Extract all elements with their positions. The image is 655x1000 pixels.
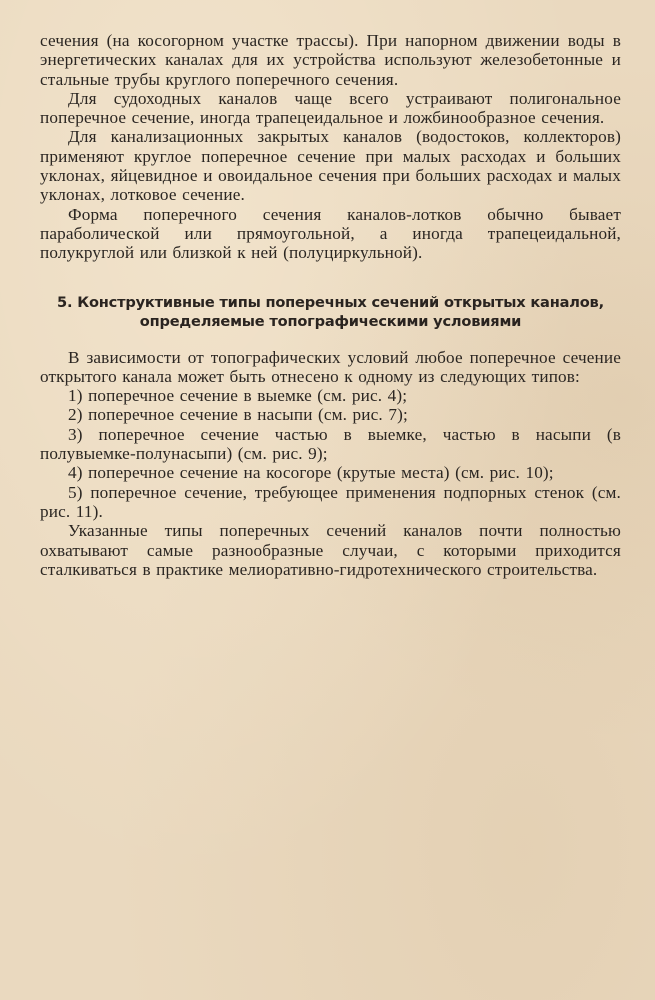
list-item: 4) поперечное сечение на косогоре (крутые места) (см. рис. 10); (68, 463, 554, 483)
section-heading (40, 293, 621, 331)
list-item: 3) поперечное сечение частью в выемке, частью в насыпи (в полувыемке-полунасыпи) (см. рис. 9); (40, 424, 621, 464)
paragraph-continuation: сечения (на косогорном участке трассы). При напорном движении воды в энергетических каналах для их устройства используют железобетонные и стальные трубы круглого поперечного сечения. (40, 31, 621, 89)
section-heading-line-2: определяемые топографическими условиями (139, 312, 522, 330)
paragraph-intro: В зависимости от топографических условий любое поперечное сечение открытого канала может быть отнесено к одному из следующих типов: (40, 347, 621, 386)
section-heading-line-1: 5. Конструктивные типы поперечных сечений открытых каналов, (57, 293, 604, 311)
paragraph-navigable-canals: Для судоходных каналов чаще всего устраивают полигональное поперечное сечение, иногда трапецеидальное и ложбинообразное сечения. (40, 88, 621, 128)
list-item: 5) поперечное сечение, требующее применения подпорных стенок (см. рис. 11). (40, 482, 621, 521)
body-text (40, 31, 621, 579)
list-item: 2) поперечное сечение в насыпи (см. рис. 7); (68, 405, 408, 425)
paragraph-sewer-canals: Для канализационных закрытых каналов (водостоков, коллекторов) применяют круглое поперечное сечение при малых расходах и больших уклонах, яйцевидное и овоидальное сечения при больших расходах и малых уклонах, лотковое сечение. (40, 127, 621, 205)
list-item: 1) поперечное сечение в выемке (см. рис. 4); (68, 386, 408, 406)
paragraph-conclusion: Указанные типы поперечных сечений каналов почти полностью охватывают самые разнообразные случаи, с которыми приходится сталкиваться в практике мелиоративно-гидротехнического строительства. (40, 521, 621, 579)
paragraph-flume-shape: Форма поперечного сечения каналов-лотков обычно бывает параболической или прямоугольной, а иногда трапецеидальной, полукруглой или близкой к ней (полуциркульной). (40, 204, 621, 263)
